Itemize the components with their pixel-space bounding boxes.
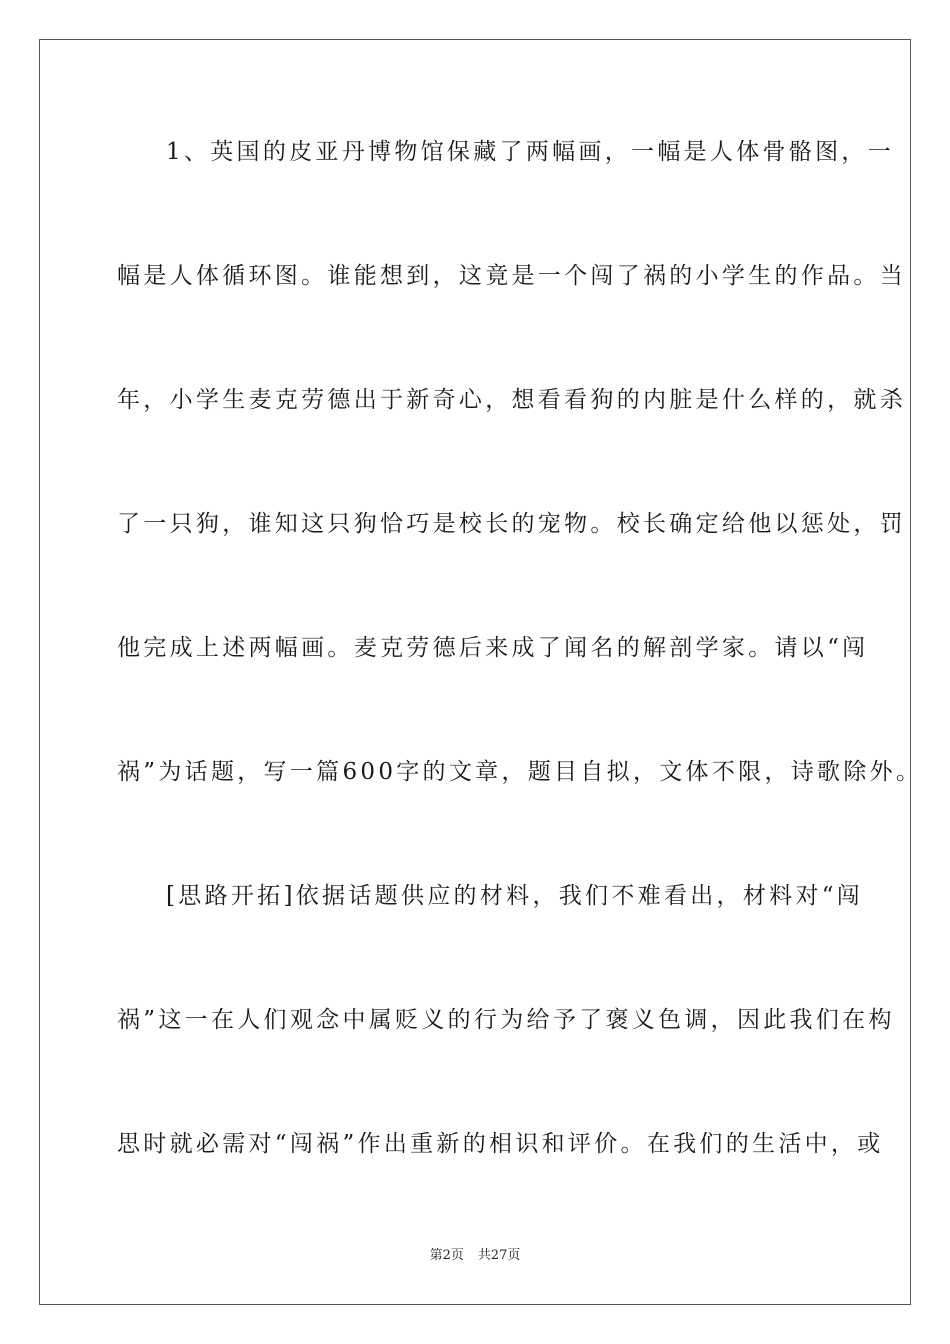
page-number: 第2页 <box>429 1248 464 1263</box>
paragraph-line: 祸”这一在人们观念中属贬义的行为给予了褒义色调，因此我们在构 <box>117 1007 895 1033</box>
paragraph-line: 他完成上述两幅画。麦克劳德后来成了闻名的解剖学家。请以“闯 <box>117 635 869 661</box>
paragraph-line: 思时就必需对“闯祸”作出重新的相识和评价。在我们的生活中，或 <box>117 1131 884 1157</box>
paragraph-line: 1、英国的皮亚丹博物馆保藏了两幅画，一幅是人体骨骼图，一 <box>166 139 895 165</box>
paragraph-line: 了一只狗，谁知这只狗恰巧是校长的宠物。校长确定给他以惩处，罚 <box>117 511 906 537</box>
paragraph-line: 幅是人体循环图。谁能想到，这竟是一个闯了祸的小学生的作品。当 <box>117 263 906 289</box>
paragraph-line: 祸”为话题，写一篇600字的文章，题目自拟，文体不限，诗歌除外。 <box>117 759 923 785</box>
page-footer <box>0 1248 950 1264</box>
page-total: 共27页 <box>477 1248 521 1263</box>
paragraph-line: 年，小学生麦克劳德出于新奇心，想看看狗的内脏是什么样的，就杀 <box>117 387 906 413</box>
page-border <box>39 39 923 1305</box>
paragraph-line: [思路开拓]依据话题供应的材料，我们不难看出，材料对“闯 <box>166 883 864 909</box>
